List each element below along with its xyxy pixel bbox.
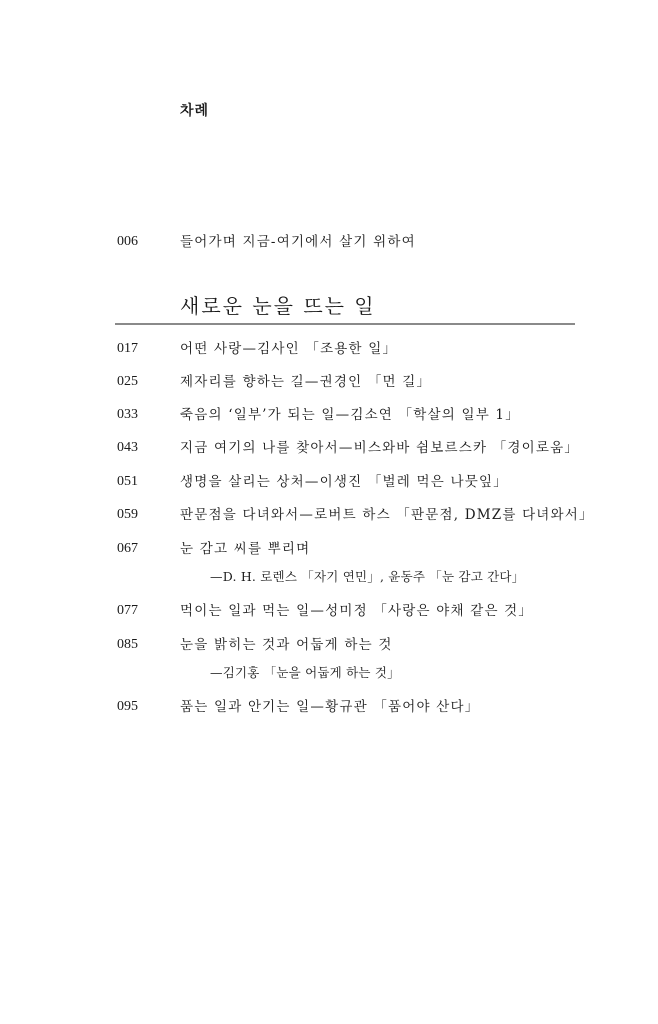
section-title: 새로운 눈을 뜨는 일 [180, 294, 376, 318]
entry-subtitle: —김기홍 「눈을 어둡게 하는 것」 [210, 665, 400, 680]
entry-subtitle: —D. H. 로렌스 「자기 연민」, 윤동주 「눈 감고 간다」 [210, 569, 525, 584]
entry-title: 품는 일과 안기는 일—황규관 「품어야 산다」 [180, 699, 480, 715]
page-number: 077 [117, 603, 138, 618]
page-number: 043 [117, 440, 138, 455]
entry-title: 생명을 살리는 상처—이생진 「벌레 먹은 나뭇잎」 [180, 474, 508, 490]
entry-title: 제자리를 향하는 길—권경인 「먼 길」 [180, 374, 432, 390]
page-number: 006 [117, 234, 138, 249]
entry-title: 눈을 밝히는 것과 어둡게 하는 것 [180, 637, 393, 653]
page-number: 085 [117, 637, 138, 652]
section-divider [115, 323, 575, 325]
page-number: 059 [117, 507, 138, 522]
page-number: 051 [117, 474, 138, 489]
entry-title: 눈 감고 씨를 뿌리며 [180, 541, 311, 557]
page-number: 033 [117, 407, 138, 422]
page-number: 095 [117, 699, 138, 714]
entry-title: 들어가며 지금-여기에서 살기 위하여 [180, 234, 416, 250]
page-number: 025 [117, 374, 138, 389]
entry-title: 먹이는 일과 먹는 일—성미정 「사랑은 야채 같은 것」 [180, 603, 534, 619]
entry-title: 어떤 사랑—김사인 「조용한 일」 [180, 341, 398, 357]
entry-title: 판문점을 다녀와서—로버트 하스 「판문점, DMZ를 다녀와서」 [180, 507, 594, 523]
page-number: 067 [117, 541, 138, 556]
page-title: 차례 [180, 103, 210, 119]
page-number: 017 [117, 341, 138, 356]
entry-title: 죽음의 ‘일부’가 되는 일—김소연 「학살의 일부 1」 [180, 407, 520, 423]
entry-title: 지금 여기의 나를 찾아서—비스와바 쉼보르스카 「경이로움」 [180, 440, 580, 456]
